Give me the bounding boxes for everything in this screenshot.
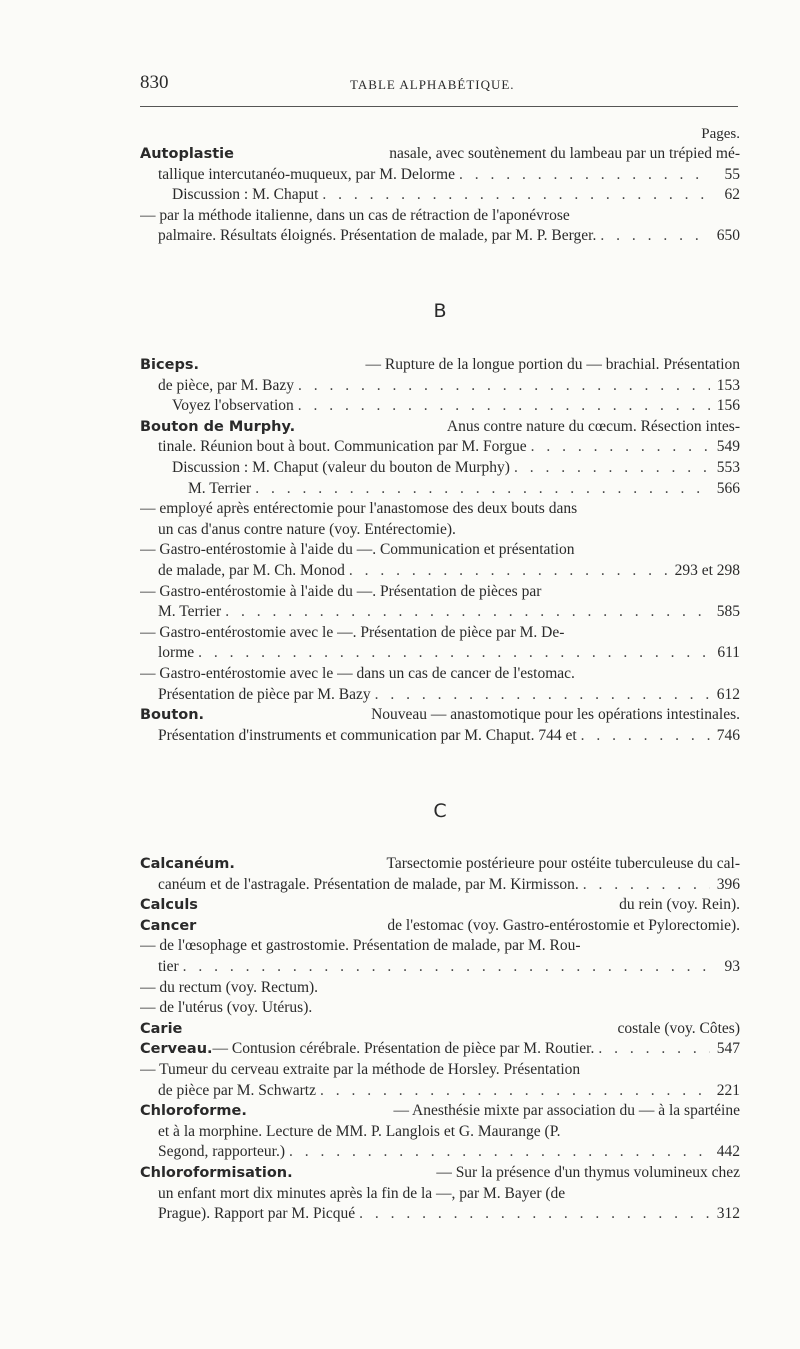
index-text: de malade, par M. Ch. Monod (158, 561, 345, 579)
index-text: Tarsectomie postérieure pour ostéite tuberculeuse du cal- (386, 855, 740, 872)
index-line (140, 875, 740, 896)
index-headword: Bouton. (140, 707, 205, 724)
index-text: — de l'utérus (voy. Utérus). (140, 999, 313, 1017)
index-text: tier (158, 957, 179, 975)
index-text: palmaire. Résultats éloignés. Présentation de malade, par M. P. Berger. (158, 227, 597, 245)
index-text: canéum et de l'astragale. Présentation de malade, par M. Kirmisson. (158, 875, 579, 893)
index-text: du rein (voy. Rein). (619, 896, 740, 914)
index-text: Prague). Rapport par M. Picqué (158, 1205, 356, 1223)
page-reference: 566 (716, 479, 740, 497)
index-line (140, 1163, 740, 1184)
pages-column-label: Pages. (701, 126, 740, 142)
index-text: Voyez l'observation (172, 397, 294, 415)
index-line (140, 643, 740, 664)
index-line (140, 602, 740, 623)
page-reference: 585 (716, 603, 740, 621)
index-text: et à la morphine. Lecture de MM. P. Langlois et G. Maurange (P. (158, 1122, 561, 1140)
page-reference: 396 (716, 875, 740, 893)
index-text: tallique intercutanéo-muqueux, par M. Delorme (158, 165, 455, 183)
index-line (140, 1060, 740, 1081)
index-text: — Gastro-entérostomie à l'aide du —. Communication et présentation (140, 541, 575, 559)
dot-leader (255, 479, 710, 500)
index-headword: Bouton de Murphy. (140, 418, 296, 435)
page-reference: 153 (716, 376, 740, 394)
page-reference: 293 et 298 (674, 561, 740, 579)
dot-leader (583, 875, 710, 896)
page-reference: 547 (716, 1040, 740, 1058)
dot-leader (298, 376, 710, 397)
index-text: costale (voy. Côtes) (617, 1019, 740, 1037)
index-line (140, 1204, 740, 1225)
dot-leader (375, 685, 710, 706)
index-line (140, 916, 740, 937)
index-line (140, 561, 740, 582)
index-line (140, 479, 740, 500)
dot-leader (298, 396, 710, 417)
index-line (140, 1081, 740, 1102)
section-letter-c: C (433, 800, 447, 822)
index-text: — Sur la présence d'un thymus volumineux chez (436, 1163, 740, 1181)
dot-leader (183, 957, 710, 978)
section-a (140, 124, 740, 247)
page-header (140, 72, 740, 96)
index-text: — par la méthode italienne, dans un cas de rétraction de l'aponévrose (140, 206, 570, 224)
page-reference: 612 (716, 685, 740, 703)
dot-leader (581, 726, 710, 747)
dot-leader (600, 226, 710, 247)
section-letter-b: B (433, 300, 447, 322)
index-text: — de l'œsophage et gastrostomie. Présentation de malade, par M. Rou- (140, 937, 581, 955)
index-line (140, 206, 740, 227)
index-line (140, 1184, 740, 1205)
page-reference: 55 (724, 165, 740, 183)
index-text: — Rupture de la longue portion du — brachial. Présentation (365, 356, 740, 373)
index-line (140, 1142, 740, 1163)
index-text: de pièce par M. Schwartz (158, 1081, 316, 1099)
index-text: lorme (158, 644, 195, 662)
index-text: — Gastro-entérostomie à l'aide du —. Présentation de pièces par (140, 582, 542, 600)
index-line (140, 144, 740, 165)
index-headword: Carie (140, 1020, 183, 1037)
index-line (140, 1101, 740, 1122)
index-headword: Chloroformisation. (140, 1164, 293, 1181)
index-line (140, 664, 740, 685)
index-line (140, 520, 740, 541)
index-headword: Cancer (140, 917, 197, 934)
index-line (140, 1039, 740, 1060)
dot-leader (514, 458, 710, 479)
dot-leader (225, 602, 710, 623)
index-headword: Biceps. (140, 357, 199, 373)
index-text: Discussion : M. Chaput (172, 186, 319, 204)
page-reference: 549 (716, 438, 740, 456)
index-line (140, 726, 740, 747)
section-c (140, 854, 740, 1225)
index-line (140, 376, 740, 397)
index-text: Présentation de pièce par M. Bazy (158, 685, 371, 703)
dot-leader (459, 165, 710, 186)
index-line (140, 540, 740, 561)
index-text: de l'estomac (voy. Gastro-entérostomie et Pylorectomie). (387, 916, 740, 934)
index-line (140, 854, 740, 875)
index-line (140, 185, 740, 206)
index-text: un enfant mort dix minutes après la fin de la —, par M. Bayer (de (158, 1184, 566, 1202)
index-headword: Calcanéum. (140, 856, 235, 872)
page-reference: 746 (716, 726, 740, 744)
index-line (140, 355, 740, 376)
index-text: de pièce, par M. Bazy (158, 376, 294, 394)
index-text: — employé après entérectomie pour l'anastomose des deux bouts dans (140, 500, 578, 518)
page-reference: 553 (716, 458, 740, 476)
page-reference: 62 (724, 186, 740, 204)
index-text: Anus contre nature du cœcum. Résection intes- (446, 417, 740, 435)
index-line (140, 582, 740, 603)
page-reference: 650 (716, 227, 740, 245)
page-reference: 93 (724, 957, 740, 975)
index-text: Nouveau — anastomotique pour les opérations intestinales. (371, 706, 740, 724)
page-reference: 312 (716, 1205, 740, 1223)
dot-leader (359, 1204, 710, 1225)
index-text: — Anesthésie mixte par association du — à la spartéine (393, 1102, 740, 1120)
index-line (140, 458, 740, 479)
dot-leader (289, 1142, 710, 1163)
index-line (140, 437, 740, 458)
index-text: M. Terrier (188, 479, 252, 497)
index-line (140, 396, 740, 417)
index-headword: Calculs (140, 897, 198, 914)
page-reference: 156 (716, 397, 740, 415)
index-line (140, 957, 740, 978)
index-line (140, 165, 740, 186)
page-reference: 442 (716, 1143, 740, 1161)
index-line (140, 623, 740, 644)
dot-leader (349, 561, 671, 582)
index-line (140, 705, 740, 726)
dot-leader (198, 643, 710, 664)
index-text: nasale, avec soutènement du lambeau par un trépied mé- (389, 145, 740, 162)
index-line (140, 1019, 740, 1040)
index-line (140, 936, 740, 957)
index-line (140, 978, 740, 999)
page-number: 830 (140, 72, 169, 93)
index-text: Présentation d'instruments et communication par M. Chaput. 744 et (158, 726, 577, 744)
index-text: — Contusion cérébrale. Présentation de pièce par M. Routier. (212, 1040, 595, 1058)
section-b (140, 355, 740, 746)
index-line (140, 685, 740, 706)
dot-leader (598, 1039, 710, 1060)
index-headword: Autoplastie (140, 146, 234, 162)
index-headword: Cerveau. (140, 1041, 213, 1058)
header-rule (140, 106, 738, 107)
running-title: TABLE ALPHABÉTIQUE. (350, 77, 515, 92)
index-text: — du rectum (voy. Rectum). (140, 978, 319, 996)
index-text: Segond, rapporteur.) (158, 1143, 285, 1161)
index-line (140, 226, 740, 247)
index-text: M. Terrier (158, 603, 222, 621)
index-text: un cas d'anus contre nature (voy. Entérectomie). (158, 520, 456, 538)
index-line (140, 417, 740, 438)
index-text: tinale. Réunion bout à bout. Communication par M. Forgue (158, 438, 527, 456)
page-reference: 611 (717, 644, 740, 662)
dot-leader (320, 1081, 710, 1102)
page-reference: 221 (716, 1081, 740, 1099)
dot-leader (531, 437, 710, 458)
index-line (140, 998, 740, 1019)
index-text: Discussion : M. Chaput (valeur du bouton de Murphy) (172, 458, 510, 476)
index-text: — Gastro-entérostomie avec le —. Présentation de pièce par M. De- (140, 623, 565, 641)
index-line (140, 499, 740, 520)
index-line (140, 895, 740, 916)
index-line (140, 1122, 740, 1143)
index-headword: Chloroforme. (140, 1103, 247, 1120)
index-text: — Tumeur du cerveau extraite par la méthode de Horsley. Présentation (140, 1060, 581, 1078)
index-text: — Gastro-entérostomie avec le — dans un cas de cancer de l'estomac. (140, 664, 575, 682)
dot-leader (322, 185, 710, 206)
